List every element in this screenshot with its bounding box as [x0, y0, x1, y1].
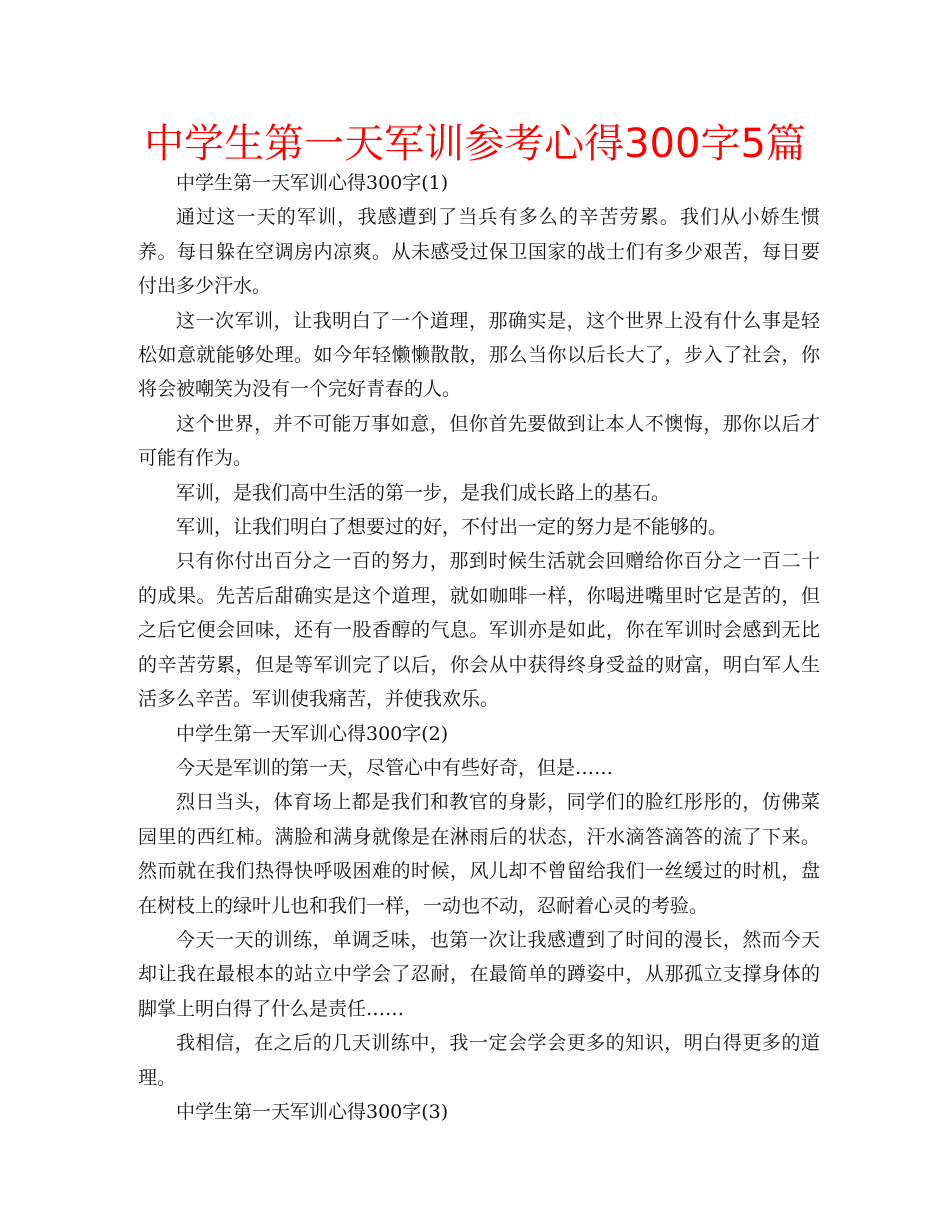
paragraph: 烈日当头，体育场上都是我们和教官的身影，同学们的脸红彤彤的，仿佛菜园里的西红柿。满脸和满身就像是在淋雨后的状态，汗水滴答滴答的流了下来。然而就在我们热得快呼吸困难的时候，风儿却不曾留给我们一丝缓过的时机，盘在树枝上的绿叶儿也和我们一样，一动也不动，忍耐着心灵的考验。: [138, 791, 820, 917]
paragraph: 今天一天的训练，单调乏味，也第一次让我感遭到了时间的漫长，然而今天却让我在最根本的站立中学会了忍耐，在最简单的蹲姿中，从那孤立支撑身体的脚掌上明白得了什么是责任……: [138, 928, 820, 1020]
section-heading-1: 中学生第一天军训心得300字(1): [176, 172, 449, 194]
paragraph: 这个世界，并不可能万事如意，但你首先要做到让本人不懊悔，那你以后才可能有作为。: [138, 412, 820, 470]
paragraph: 只有你付出百分之一百的努力，那到时候生活就会回赠给你百分之一百二十的成果。先苦后甜确实是这个道理，就如咖啡一样，你喝进嘴里时它是苦的，但之后它便会回味，还有一股香醇的气息。军训亦是如此，你在军训时会感到无比的辛苦劳累，但是等军训完了以后，你会从中获得终身受益的财富，明白军人生活多么辛苦。军训使我痛苦，并使我欢乐。: [138, 550, 820, 711]
document-body: [138, 166, 820, 1129]
paragraph: 今天是军训的第一天，尽管心中有些好奇，但是……: [176, 756, 614, 779]
section-heading-2: 中学生第一天军训心得300字(2): [176, 722, 449, 745]
paragraph: 军训，是我们高中生活的第一步，是我们成长路上的基石。: [176, 481, 671, 504]
paragraph: 通过这一天的军训，我感遭到了当兵有多么的辛苦劳累。我们从小娇生惯养。每日躲在空调房内凉爽。从未感受过保卫国家的战士们有多少艰苦，每日要付出多少汗水。: [138, 206, 820, 298]
section-heading-3: 中学生第一天军训心得300字(3): [176, 1100, 449, 1123]
paragraph: 这一次军训，让我明白了一个道理，那确实是，这个世界上没有什么事是轻松如意就能够处理。如今年轻懒懒散散，那么当你以后长大了，步入了社会，你将会被嘲笑为没有一个完好青春的人。: [138, 309, 820, 401]
paragraph: 我相信，在之后的几天训练中，我一定会学会更多的知识，明白得更多的道理。: [138, 1032, 820, 1089]
paragraph: 军训，让我们明白了想要过的好，不付出一定的努力是不能够的。: [176, 516, 728, 539]
document-title: 中学生第一天军训参考心得300字5篇: [144, 121, 806, 167]
